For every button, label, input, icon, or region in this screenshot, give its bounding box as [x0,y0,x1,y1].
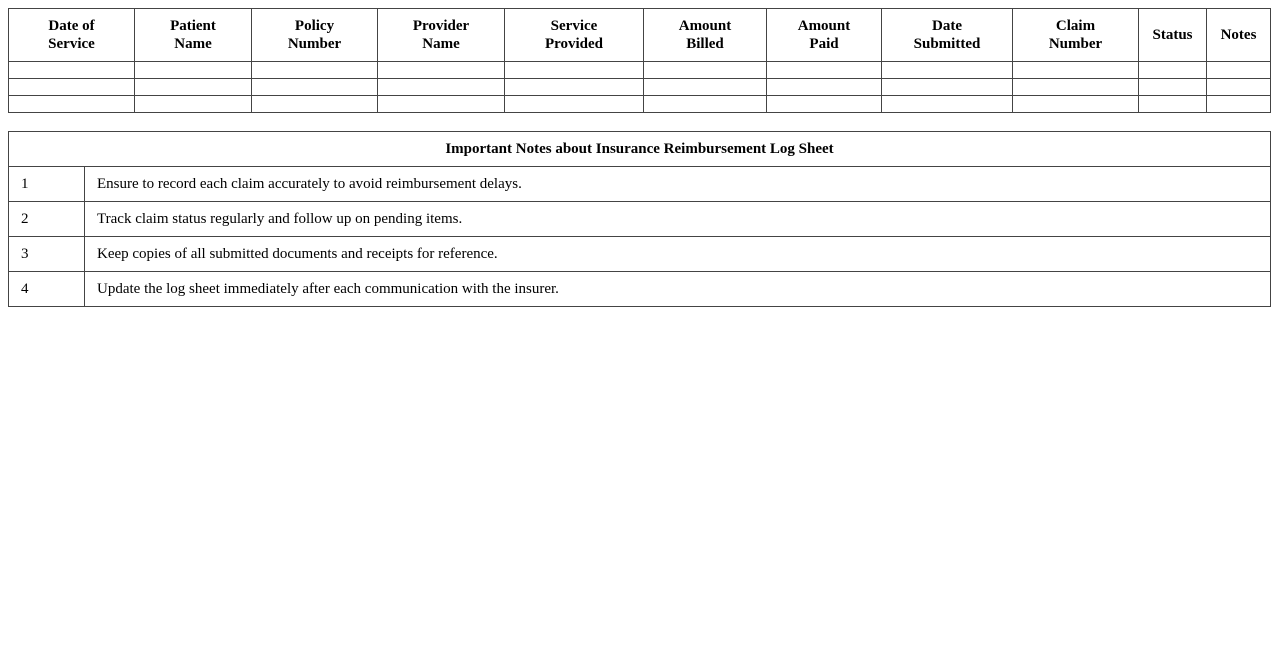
note-row [9,167,1271,202]
column-header-date-of-service: Date of Service [9,9,135,62]
cell-patient-name[interactable] [135,96,252,113]
cell-policy-number[interactable] [252,96,378,113]
notes-header-row [9,132,1271,167]
column-header-status: Status [1139,9,1207,62]
cell-amount-billed[interactable] [644,79,767,96]
cell-provider-name[interactable] [378,79,505,96]
cell-status[interactable] [1139,96,1207,113]
cell-service-provided[interactable] [505,96,644,113]
cell-status[interactable] [1139,62,1207,79]
cell-policy-number[interactable] [252,79,378,96]
column-header-amount-paid: Amount Paid [767,9,882,62]
notes-title: Important Notes about Insurance Reimbursement Log Sheet [9,132,1271,167]
cell-claim-number[interactable] [1013,79,1139,96]
cell-date-submitted[interactable] [882,62,1013,79]
note-row [9,237,1271,272]
column-header-claim-number: Claim Number [1013,9,1139,62]
cell-notes[interactable] [1207,96,1271,113]
note-row [9,272,1271,307]
cell-claim-number[interactable] [1013,62,1139,79]
column-header-date-submitted: Date Submitted [882,9,1013,62]
cell-amount-billed[interactable] [644,62,767,79]
cell-date-submitted[interactable] [882,79,1013,96]
cell-patient-name[interactable] [135,79,252,96]
log-header-row [9,9,1271,62]
cell-provider-name[interactable] [378,62,505,79]
column-header-policy-number: Policy Number [252,9,378,62]
cell-service-provided[interactable] [505,62,644,79]
note-text: Keep copies of all submitted documents and receipts for reference. [85,237,1271,272]
cell-service-provided[interactable] [505,79,644,96]
cell-amount-paid[interactable] [767,96,882,113]
cell-notes[interactable] [1207,79,1271,96]
cell-provider-name[interactable] [378,96,505,113]
note-text: Track claim status regularly and follow up on pending items. [85,202,1271,237]
cell-date-submitted[interactable] [882,96,1013,113]
table-row [9,79,1271,96]
column-header-service-provided: Service Provided [505,9,644,62]
note-text: Ensure to record each claim accurately to avoid reimbursement delays. [85,167,1271,202]
note-number: 1 [9,167,85,202]
table-row [9,96,1271,113]
cell-amount-paid[interactable] [767,79,882,96]
column-header-provider-name: Provider Name [378,9,505,62]
table-row [9,62,1271,79]
important-notes-table [8,131,1271,307]
note-number: 2 [9,202,85,237]
cell-patient-name[interactable] [135,62,252,79]
column-header-notes: Notes [1207,9,1271,62]
cell-date-of-service[interactable] [9,79,135,96]
column-header-amount-billed: Amount Billed [644,9,767,62]
cell-amount-paid[interactable] [767,62,882,79]
cell-policy-number[interactable] [252,62,378,79]
cell-date-of-service[interactable] [9,96,135,113]
cell-notes[interactable] [1207,62,1271,79]
cell-date-of-service[interactable] [9,62,135,79]
note-text: Update the log sheet immediately after each communication with the insurer. [85,272,1271,307]
cell-amount-billed[interactable] [644,96,767,113]
column-header-patient-name: Patient Name [135,9,252,62]
note-number: 4 [9,272,85,307]
cell-status[interactable] [1139,79,1207,96]
note-row [9,202,1271,237]
insurance-reimbursement-log-table [8,8,1271,113]
note-number: 3 [9,237,85,272]
cell-claim-number[interactable] [1013,96,1139,113]
